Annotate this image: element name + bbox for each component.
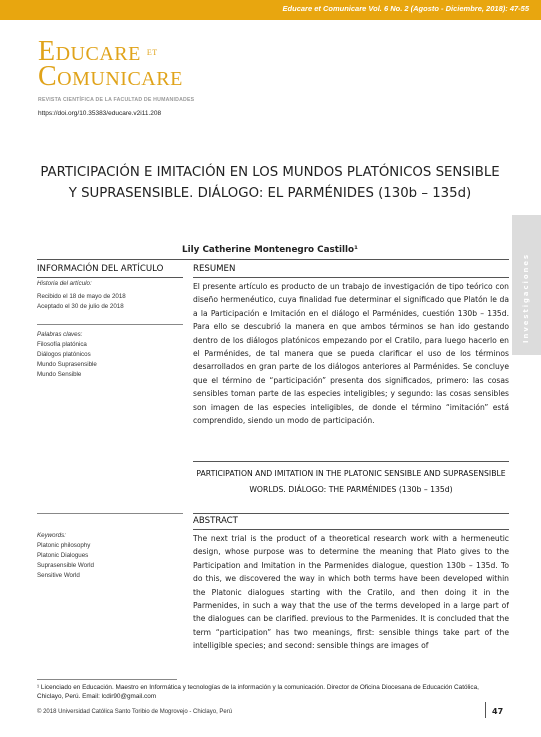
- resumen-text: El presente artículo es producto de un trabajo de investigación de tipo teórico con diseño hermenéutico, cuya finalidad fue determinar el significado que Platón le da a la Participación e Imitación en el diálogo el Parménides, cuestión 130b – 135d. Para ello se descubrió la manera en que ambos términos se han ido gestando dentro de los diálogos platónicos empezando por el Cratilo, para luego hacerlo en el Parménides, de tal manera que se pueda clarificar el uso de los términos desarrollados en gran parte de los diálogos anteriores al Parménides. Se concluye que el término de “participación” presenta dos significados, primero: las cosas sensibles toman parte de las especies inteligibles; y segundo: las cosas sensibles son imagen de las especies inteligibles, de donde el término “imitación” está comprendido, siendo un modo de participación.: [193, 282, 509, 426]
- keyword-en: Platonic Dialogues: [37, 551, 89, 559]
- divider-en-title: [193, 461, 509, 462]
- section-side-tab: [512, 215, 541, 355]
- divider-left-abstract: [37, 513, 183, 514]
- keyword-en: Suprasensible World: [37, 561, 94, 569]
- abstract-text: The next trial is the product of a theoretical research work with a hermeneutic design, whose purpose was to determine the meaning that Plato gives to the Participation and Imitation in the Parmenides dialogue, question 130b – 135d. To do this, we discovered the way in which both terms have been developed within the Platonic dialogues starting with the Cratilo, and then doing it in the Parmenides, in such a way that the use of the terms developed in a large part of the dialogues can be clarified. previous to the Parmenides. It is concluded that the term “participation” has two meanings, first: sensible things take part of the intelligible species; and second: sensible things are images of: [193, 534, 509, 651]
- divider-abstract: [193, 529, 509, 530]
- copyright: © 2018 Universidad Católica Santo Toribio de Mogrovejo - Chiclayo, Perú: [37, 709, 233, 715]
- page-number-separator: [485, 702, 486, 718]
- article-title: PARTICIPACIÓN E IMITACIÓN EN LOS MUNDOS PLATÓNICOS SENSIBLE Y SUPRASENSIBLE. DIÁLOGO: EL PARMÉNIDES (130b – 135d): [40, 165, 500, 201]
- keyword-es: Filosofía platónica: [37, 340, 87, 348]
- logo-subtitle: REVISTA CIENTÍFICA DE LA FACULTAD DE HUMANIDADES: [38, 97, 195, 103]
- resumen-heading: RESUMEN: [193, 264, 236, 274]
- divider-history: [37, 324, 183, 325]
- keywords-en-label: Keywords:: [37, 532, 66, 539]
- logo-word-et: et: [146, 44, 158, 58]
- keyword-es: Mundo Suprasensible: [37, 360, 97, 368]
- article-info-heading: INFORMACIÓN DEL ARTÍCULO: [37, 264, 164, 274]
- english-title: PARTICIPATION AND IMITATION IN THE PLATONIC SENSIBLE AND SUPRASENSIBLE WORLDS. DIÁLOGO: THE PARMÉNIDES (130b – 135d): [196, 469, 506, 494]
- keyword-es: Diálogos platónicos: [37, 350, 91, 358]
- divider-info: [37, 277, 183, 278]
- keyword-en: Sensitive World: [37, 571, 80, 579]
- divider-abstract-top: [193, 513, 509, 514]
- divider-resumen: [193, 277, 509, 278]
- footnote-rule: [37, 679, 177, 680]
- keyword-es: Mundo Sensible: [37, 370, 82, 378]
- page-number: 47: [492, 707, 504, 716]
- keyword-en: Platonic philosophy: [37, 541, 91, 549]
- logo-word-comunicare: Comunicare: [38, 61, 183, 92]
- logo-word-educare: Educare: [38, 36, 141, 67]
- abstract-heading: ABSTRACT: [193, 516, 238, 526]
- keywords-en: [37, 532, 183, 581]
- running-head-bar: [0, 0, 541, 20]
- received-date: Recibido el 18 de mayo de 2018: [37, 292, 126, 300]
- running-head: Educare et Comunicare Vol. 6 No. 2 (Agosto - Diciembre, 2018): 47-55: [282, 4, 529, 13]
- doi-link[interactable]: https://doi.org/10.35383/educare.v2i11.208: [38, 110, 162, 117]
- keywords-es-label: Palabras claves:: [37, 331, 83, 338]
- footnote: ¹ Licenciado en Educación. Maestro en Informática y tecnologías de la información y la comunicación. Director de Oficina Diocesana de Educación Católica, Chiclayo, Perú. Email: lcdir90@gmail.com: [37, 684, 479, 700]
- keywords-es: [37, 331, 183, 380]
- divider-top: [37, 259, 509, 260]
- side-label-text: Investigaciones: [522, 252, 530, 343]
- article-history: [37, 280, 183, 312]
- author-name: Lily Catherine Montenegro Castillo¹: [182, 245, 358, 255]
- accepted-date: Aceptado el 30 de julio de 2018: [37, 302, 124, 310]
- history-label: Historia del artículo:: [37, 280, 92, 287]
